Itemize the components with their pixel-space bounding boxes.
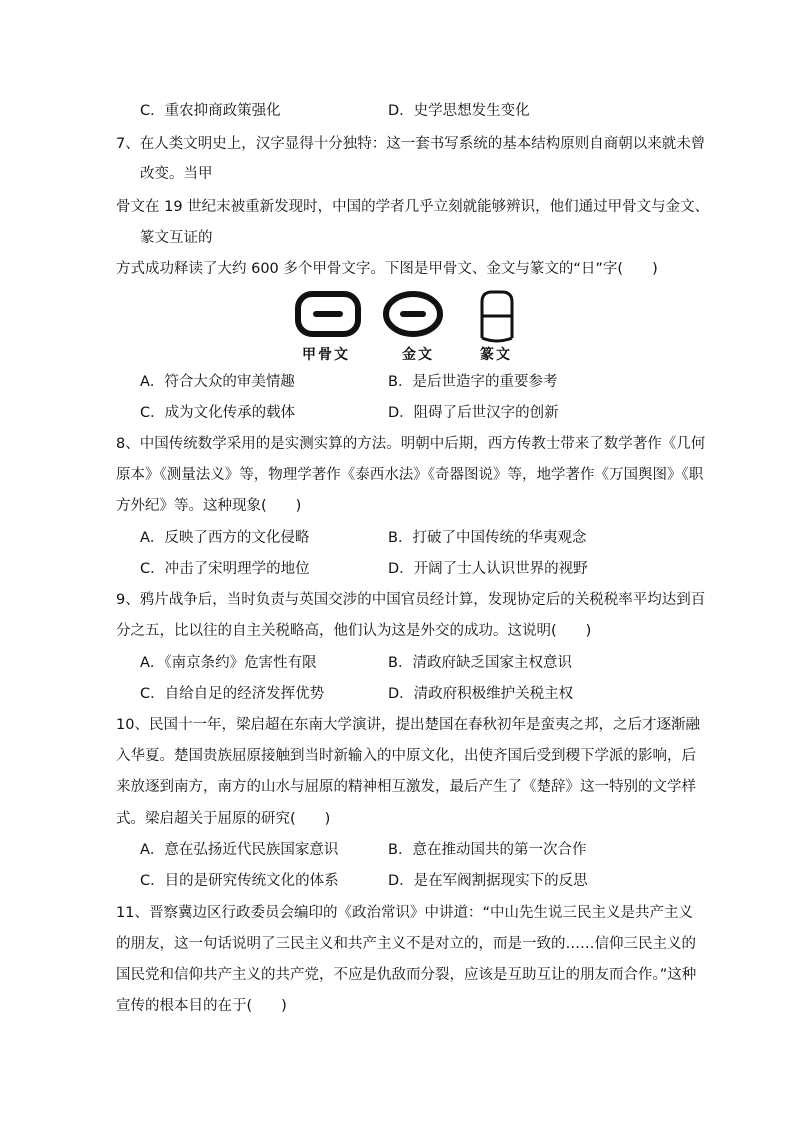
q7-option-c: C．成为文化传承的载体 [140,405,296,421]
q9-stem-line-2: 分之五，比以往的自主关税略高，他们认为这是外交的成功。这说明( ) [116,623,592,639]
q8-option-c: C．冲击了宋明理学的地位 [140,561,310,577]
q7-stem-line-3: 骨文在 19 世纪末被重新发现时，中国的学者几乎立刻就能够辨识，他们通过甲骨文与金文、 [116,199,710,215]
q11-stem-line-1: 11、晋察冀边区行政委员会编印的《政治常识》中讲道：“中山先生说三民主义是共产主义 [116,905,693,921]
q10-option-c: C．目的是研究传统文化的体系 [140,873,339,889]
q10-option-d: D．是在军阀割据现实下的反思 [388,873,588,889]
label-oracle-bone: 甲骨文 [302,347,350,363]
q10-stem-line-4: 式。梁启超关于屈原的研究( ) [116,811,331,827]
q10-option-b: B．意在推动国共的第一次合作 [388,842,587,858]
q6-option-d: D．史学思想发生变化 [388,103,530,119]
q7-stem-line-5: 方式成功释读了大约 600 多个甲骨文字。下图是甲骨文、金文与篆文的“日”字( ) [116,261,658,277]
q10-option-a: A．意在弘扬近代民族国家意识 [140,842,339,858]
q11-stem-line-2: 的朋友，这一句话说明了三民主义和共产主义不是对立的，而是一致的……信仰三民主义的 [116,936,696,952]
q7-stem-line-4: 篆文互证的 [140,230,213,246]
q8-stem-line-3: 方外纪》等。这种现象( ) [116,498,302,514]
q9-stem-line-1: 9、鸦片战争后，当时负责与英国交涉的中国官员经计算，发现协定后的关税税率平均达到百 [116,592,706,608]
q9-option-c: C．自给自足的经济发挥优势 [140,686,325,702]
q10-stem-line-3: 来放逐到南方，南方的山水与屈原的精神相互激发，最后产生了《楚辞》这一特别的文学样 [116,779,696,795]
q9-option-d: D．清政府积极维护关税主权 [388,686,574,702]
q11-stem-line-4: 宣传的根本目的在于( ) [116,998,287,1014]
q8-option-a: A．反映了西方的文化侵略 [140,530,310,546]
q10-stem-line-1: 10、民国十一年，梁启超在东南大学演讲，提出楚国在春秋初年是蛮夷之邦，之后才逐渐融 [116,717,700,733]
q8-option-b: B．打破了中国传统的华夷观念 [388,530,587,546]
q7-stem-line-2: 改变。当甲 [140,166,213,182]
q10-stem-line-2: 入华夏。楚国贵族屈原接触到当时新输入的中原文化，出使齐国后受到稷下学派的影响，后 [116,748,696,764]
q7-option-a: A．符合大众的审美情趣 [140,374,295,390]
ri-glyphs [290,286,530,346]
label-bronze: 金文 [402,347,434,363]
label-seal: 篆文 [480,347,512,363]
q6-option-c: C．重农抑商政策强化 [140,103,281,119]
q11-stem-line-3: 国民党和信仰共产主义的共产党，不应是仇敌而分裂，应该是互助互让的朋友而合作。”这种 [116,967,697,983]
q7-stem-line-1: 7、在人类文明史上，汉字显得十分独特：这一套书写系统的基本结构原则自商朝以来就未曾 [116,136,706,152]
q9-option-a: A．《南京条约》危害性有限 [140,655,317,671]
q8-stem-line-2: 原本》《测量法义》等，物理学著作《泰西水法》《奇器图说》等，地学著作《万国舆图》《职 [116,467,704,483]
q9-option-b: B．清政府缺乏国家主权意识 [388,655,572,671]
ri-character-figure [290,286,530,366]
q8-option-d: D．开阔了士人认识世界的视野 [388,561,588,577]
q8-stem-line-1: 8、中国传统数学采用的是实测实算的方法。明朝中后期，西方传教士带来了数学著作《几何 [116,436,706,452]
q7-option-b: B．是后世造字的重要参考 [388,374,558,390]
q7-option-d: D．阻碍了后世汉字的创新 [388,405,559,421]
